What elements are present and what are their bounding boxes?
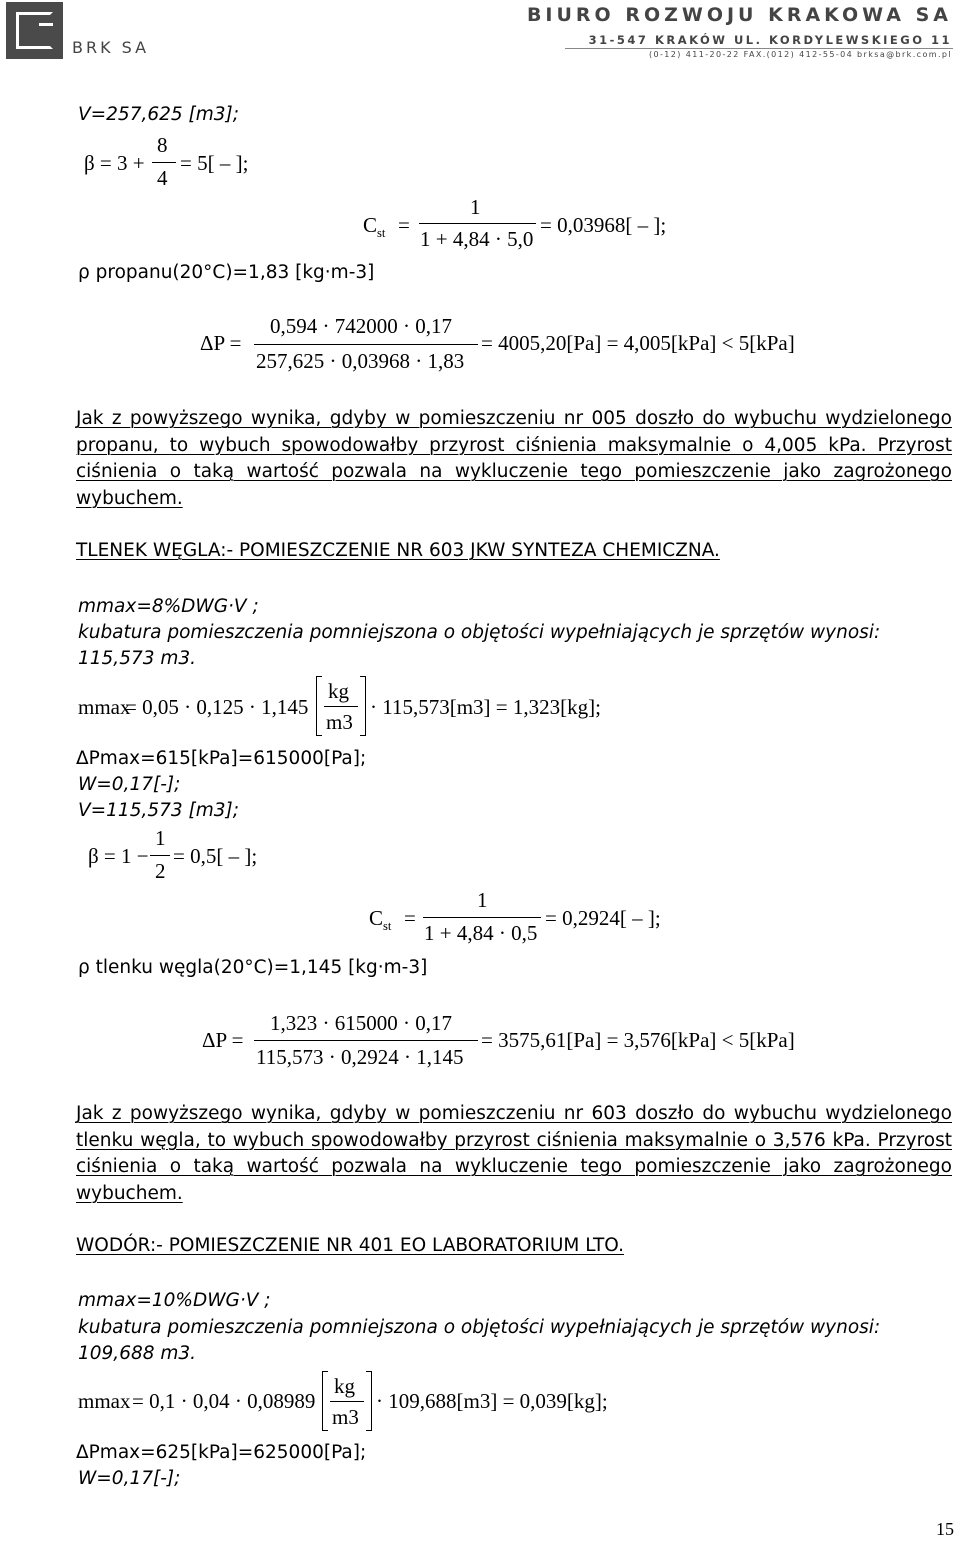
s3-mmax-def: mmax=10%DWG·V ; <box>78 1290 271 1311</box>
s2-heading: TLENEK WĘGLA:- POMIESZCZENIE NR 603 JKW SYNTEZA CHEMICZNA. <box>76 540 720 561</box>
s2-cst-label: $C_{st}$ <box>369 906 392 934</box>
s1-cst-num: 1 <box>470 195 481 219</box>
s2-mmax-eq-rhs: · 115,573[m3] = 1,323[kg]; <box>370 695 601 719</box>
s2-cst-num: 1 <box>477 888 488 912</box>
s1-density: ρ propanu(20°C)=1,83 [kg·m-3] <box>78 262 375 283</box>
s2-kubatura-value: 115,573 m3. <box>78 648 197 669</box>
s1-dp-den: 257,625 · 0,03968 · 1,83 <box>256 349 465 373</box>
s1-dp-rhs: = 4005,20[Pa] = 4,005[kPa] < 5[kPa] <box>481 331 795 355</box>
s2-dp-den: 115,573 · 0,2924 · 1,145 <box>256 1045 464 1069</box>
s2-cst-eq: = <box>404 906 416 930</box>
s2-cst-rhs: = 0,2924[ – ]; <box>545 906 661 930</box>
s2-cst-den: 1 + 4,84 · 0,5 <box>424 921 538 945</box>
s2-conclusion: Jak z powyższego wynika, gdyby w pomieszczeniu nr 603 doszło do wybuchu wydzielonego tlenku węgla, to wybuch spowodowałby przyrost ciśnienia maksymalnie o 3,576 kPa. Przyrost ciśnienia o taką wartość pozwala na wykluczenie tego pomieszczenie jako zagrożonego wybuchem. <box>76 1103 952 1204</box>
company-contact: (0-12) 411-20-22 FAX.(012) 412-55-04 brksa@brk.com.pl <box>649 50 952 59</box>
s2-mmax-def: mmax=8%DWG·V ; <box>78 596 259 617</box>
s2-beta-fraction-line <box>150 855 170 856</box>
s1-cst-den: 1 + 4,84 · 5,0 <box>420 227 534 251</box>
s1-cst-eq: = <box>398 213 410 237</box>
s1-conclusion: Jak z powyższego wynika, gdyby w pomieszczeniu nr 005 doszło do wybuchu wydzielonego propanu, to wybuch spowodowałby przyrost ciśnienia maksymalnie o 4,005 kPa. Przyrost ciśnienia o taką wartość pozwala na wykluczenie tego pomieszczenie jako zagrożonego wybuchem. <box>76 408 952 509</box>
s2-dpmax: ΔPmax=615[kPa]=615000[Pa]; <box>76 748 367 769</box>
header-divider <box>565 48 953 49</box>
s2-unit-den: m3 <box>326 710 353 734</box>
s1-beta-rhs: = 5[ – ]; <box>180 151 249 175</box>
s1-dp-fraction-line <box>254 344 478 345</box>
s3-w: W=0,17[-]; <box>78 1468 181 1489</box>
s3-unit-den: m3 <box>332 1405 359 1429</box>
s3-kubatura: kubatura pomieszczenia pomniejszona o objętości wypełniających je sprzętów wynosi: <box>78 1317 881 1338</box>
s1-beta-lhs: β = 3 + <box>84 151 145 175</box>
s1-cst-fraction-line <box>419 223 536 224</box>
s2-dp-lhs: ΔP = <box>202 1028 244 1052</box>
s3-mmax-eq-mid: = 0,1 · 0,04 · 0,08989 <box>132 1389 316 1413</box>
logo-bar <box>39 23 53 26</box>
s1-beta-fraction-line <box>152 162 176 163</box>
s2-w: W=0,17[-]; <box>78 774 181 795</box>
s2-volume: V=115,573 [m3]; <box>78 800 239 821</box>
s1-cst-label: $C_{st}$ <box>363 213 386 241</box>
s2-unit-bracket-right <box>360 676 366 736</box>
s1-volume: V=257,625 [m3]; <box>78 104 239 125</box>
s3-unit-bracket-left <box>322 1371 328 1431</box>
s2-beta-den: 2 <box>155 859 166 883</box>
s3-dpmax: ΔPmax=625[kPa]=625000[Pa]; <box>76 1442 367 1463</box>
s2-density: ρ tlenku węgla(20°C)=1,145 [kg·m-3] <box>78 957 428 978</box>
page-number: 15 <box>936 1519 954 1539</box>
s1-dp-num: 0,594 · 742000 · 0,17 <box>270 314 452 338</box>
company-address: 31-547 KRAKÓW UL. KORDYLEWSKIEGO 11 <box>588 33 952 47</box>
logo-mark-icon <box>16 12 53 49</box>
s3-kubatura-value: 109,688 m3. <box>78 1343 197 1364</box>
s3-unit-fraction-line <box>330 1401 364 1402</box>
s2-unit-bracket-left <box>316 676 322 736</box>
s2-dp-rhs: = 3575,61[Pa] = 3,576[kPa] < 5[kPa] <box>481 1028 795 1052</box>
s1-beta-num: 8 <box>157 133 168 157</box>
s2-beta-rhs: = 0,5[ – ]; <box>173 844 258 868</box>
s3-unit-num: kg <box>334 1374 355 1398</box>
s1-cst-rhs: = 0,03968[ – ]; <box>540 213 667 237</box>
company-name: BIURO ROZWOJU KRAKOWA SA <box>526 4 952 26</box>
s3-unit-bracket-right <box>366 1371 372 1431</box>
s3-mmax-eq-lhs: mmax <box>78 1389 131 1413</box>
s2-beta-lhs: β = 1 − <box>88 844 149 868</box>
s1-beta-den: 4 <box>157 166 168 190</box>
s3-mmax-eq-rhs: · 109,688[m3] = 0,039[kg]; <box>376 1389 608 1413</box>
s2-mmax-eq-mid: = 0,05 · 0,125 · 1,145 <box>125 695 309 719</box>
company-logo <box>6 2 63 59</box>
s2-mmax-eq-lhs: mmax <box>78 695 131 719</box>
s2-unit-num: kg <box>328 679 349 703</box>
s2-beta-num: 1 <box>155 826 166 850</box>
s2-cst-fraction-line <box>423 917 541 918</box>
s2-dp-num: 1,323 · 615000 · 0,17 <box>270 1011 452 1035</box>
s1-dp-lhs: ΔP = <box>200 331 242 355</box>
s3-heading: WODÓR:- POMIESZCZENIE NR 401 EO LABORATORIUM LTO. <box>76 1235 624 1256</box>
s2-kubatura: kubatura pomieszczenia pomniejszona o objętości wypełniających je sprzętów wynosi: <box>78 622 881 643</box>
logo-text: BRK SA <box>72 38 150 57</box>
s2-unit-fraction-line <box>324 706 358 707</box>
s2-dp-fraction-line <box>254 1040 478 1041</box>
